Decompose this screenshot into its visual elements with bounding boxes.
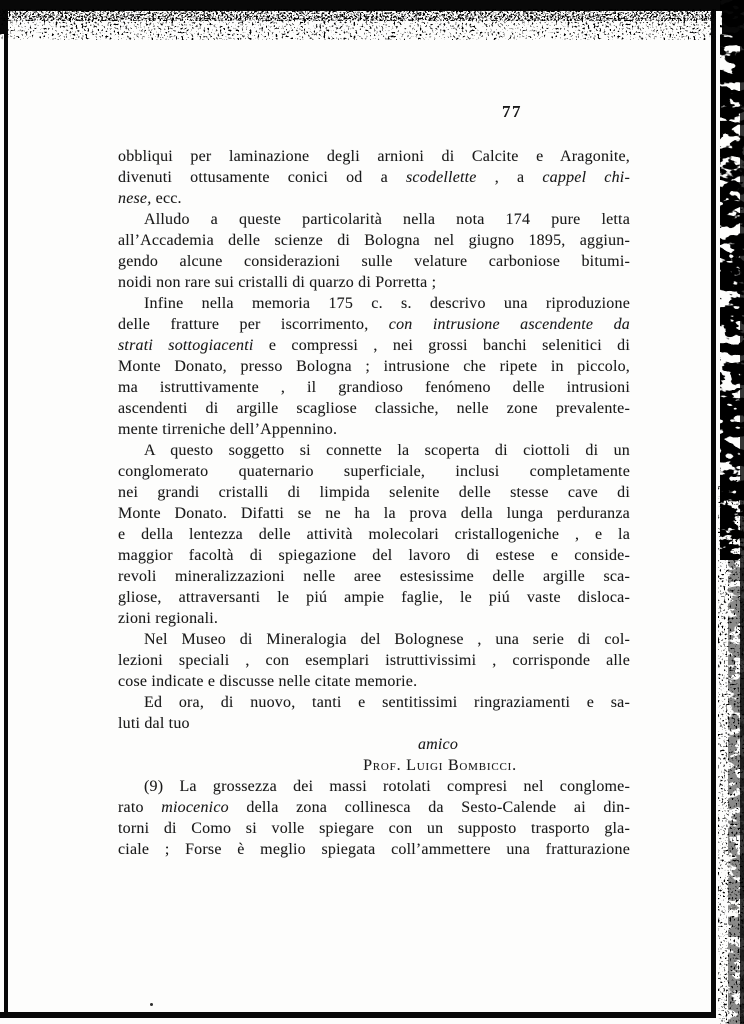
text-line bbox=[118, 524, 630, 545]
text-line bbox=[118, 545, 630, 566]
text-run: lezioni speciali , con esemplari istruttivissimi , corrisponde alle bbox=[118, 652, 630, 669]
text-line bbox=[118, 671, 630, 692]
page-number: 77 bbox=[502, 102, 522, 121]
book-edge-line bbox=[740, 0, 744, 1024]
text-run: Monte Donato, presso Bologna ; intrusione che ripete in piccolo, bbox=[118, 358, 630, 375]
text-run: rato bbox=[118, 799, 162, 816]
text-run: obbliqui per laminazione degli arnioni di Calcite e Aragonite, bbox=[118, 148, 630, 165]
text-run: torni di Como si volle spiegare con un supposto trasporto gla- bbox=[118, 820, 630, 837]
text-run: zioni regionali. bbox=[118, 610, 219, 627]
scan-speck bbox=[150, 1003, 153, 1006]
text-run: gliose, attraversanti le piú ampie faglie, le piú vaste disloca- bbox=[118, 589, 630, 606]
text-run: cose indicate e discusse nelle citate memorie. bbox=[118, 673, 418, 690]
text-line bbox=[118, 692, 630, 713]
text-run: A questo soggetto si connette la scoperta di ciottoli di un bbox=[144, 442, 630, 459]
text-line bbox=[118, 461, 630, 482]
text-run: maggior facoltà di spiegazione del lavoro di estese e conside- bbox=[118, 547, 630, 564]
paragraph bbox=[118, 293, 630, 440]
text-line bbox=[118, 797, 630, 818]
scan-top-border bbox=[0, 0, 744, 11]
paragraph bbox=[118, 776, 630, 860]
paragraph bbox=[118, 440, 630, 629]
text-run: della zona collinesca da Sesto-Calende ai din- bbox=[228, 799, 631, 816]
text-line bbox=[118, 587, 630, 608]
text-line bbox=[118, 251, 630, 272]
text-line bbox=[118, 272, 630, 293]
text-run: ecc. bbox=[151, 190, 182, 207]
text-line bbox=[118, 440, 630, 461]
text-line bbox=[118, 146, 630, 167]
text-line bbox=[118, 209, 630, 230]
text-line bbox=[118, 167, 630, 188]
text-run: Ed ora, di nuovo, tanti e sentitissimi ringraziamenti e sa- bbox=[144, 694, 630, 711]
text-run: scodellette bbox=[405, 169, 477, 186]
text-line bbox=[118, 839, 630, 860]
text-run: e della lentezza delle attività molecolari cristallogeniche , e la bbox=[118, 526, 630, 543]
text-line bbox=[118, 398, 630, 419]
text-line bbox=[118, 629, 630, 650]
text-run: Prof. Luigi Bombicci. bbox=[363, 757, 517, 774]
text-line bbox=[118, 293, 630, 314]
text-run: mente tirreniche dell’Appennino. bbox=[118, 421, 338, 438]
text-run: con intrusione ascendente da bbox=[388, 316, 631, 333]
text-line bbox=[118, 503, 630, 524]
text-run: all’Accademia delle scienze di Bologna nel giugno 1895, aggiun- bbox=[118, 232, 630, 249]
scan-left-border bbox=[4, 9, 8, 1016]
text-run: noidi non rare sui cristalli di quarzo di Porretta ; bbox=[118, 274, 437, 291]
text-line bbox=[118, 419, 630, 440]
salutation bbox=[118, 734, 630, 755]
text-run: amico bbox=[417, 736, 459, 753]
text-line bbox=[118, 230, 630, 251]
text-run: revoli mineralizzazioni nelle aree estesissime delle argille sca- bbox=[118, 568, 630, 585]
text-line bbox=[118, 482, 630, 503]
paragraph bbox=[118, 209, 630, 293]
text-line bbox=[118, 818, 630, 839]
text-run: ascendenti di argille scagliose classiche, nelle zone prevalente- bbox=[118, 400, 630, 417]
signature bbox=[118, 755, 630, 776]
text-run: e compressi , nei grossi banchi selenitici di bbox=[253, 337, 630, 354]
text-run: ciale ; Forse è meglio spiegata coll’ammettere una fratturazione bbox=[118, 841, 630, 858]
text-line bbox=[118, 335, 630, 356]
scan-right-border bbox=[711, 0, 716, 1018]
text-run: , a bbox=[476, 169, 543, 186]
text-run: ma istruttivamente , il grandioso fenómeno delle intrusioni bbox=[118, 379, 630, 396]
text-run: luti dal tuo bbox=[118, 715, 190, 732]
text-run: nese, bbox=[118, 190, 152, 207]
text-run: strati sottogiacenti bbox=[118, 337, 254, 354]
text-run: Infine nella memoria 175 c. s. descrivo una riproduzione bbox=[144, 295, 630, 312]
text-line bbox=[246, 734, 630, 755]
text-run: gendo alcune considerazioni sulle velature carboniose bitumi- bbox=[118, 253, 630, 270]
text-run: conglomerato quaternario superficiale, inclusi completamente bbox=[118, 463, 630, 480]
paragraph bbox=[118, 692, 630, 734]
text-line bbox=[118, 377, 630, 398]
text-line bbox=[118, 776, 630, 797]
text-run: Monte Donato. Difatti se ne ha la prova della lunga perduranza bbox=[118, 505, 630, 522]
text-run: nei grandi cristalli di limpida selenite delle stesse cave di bbox=[118, 484, 630, 501]
text-run: cappel chi- bbox=[542, 169, 630, 186]
paragraph bbox=[118, 629, 630, 692]
text-run: Alludo a queste particolarità nella nota 174 pure letta bbox=[144, 211, 630, 228]
text-line bbox=[118, 566, 630, 587]
scan-bottom-border bbox=[0, 1012, 716, 1018]
text-block bbox=[118, 146, 630, 860]
text-run: miocenico bbox=[161, 799, 229, 816]
text-line bbox=[118, 188, 630, 209]
text-line bbox=[250, 755, 630, 776]
text-line bbox=[118, 713, 630, 734]
text-run: divenuti ottusamente conici od a bbox=[118, 169, 406, 186]
text-line bbox=[118, 356, 630, 377]
text-line bbox=[118, 314, 630, 335]
text-run: delle fratture per iscorrimento, bbox=[118, 316, 389, 333]
paragraph bbox=[118, 146, 630, 209]
text-line bbox=[118, 650, 630, 671]
text-line bbox=[118, 608, 630, 629]
text-run: (9) La grossezza dei massi rotolati compresi nel conglome- bbox=[144, 778, 630, 795]
text-run: Nel Museo di Mineralogia del Bolognese , una serie di col- bbox=[144, 631, 630, 648]
